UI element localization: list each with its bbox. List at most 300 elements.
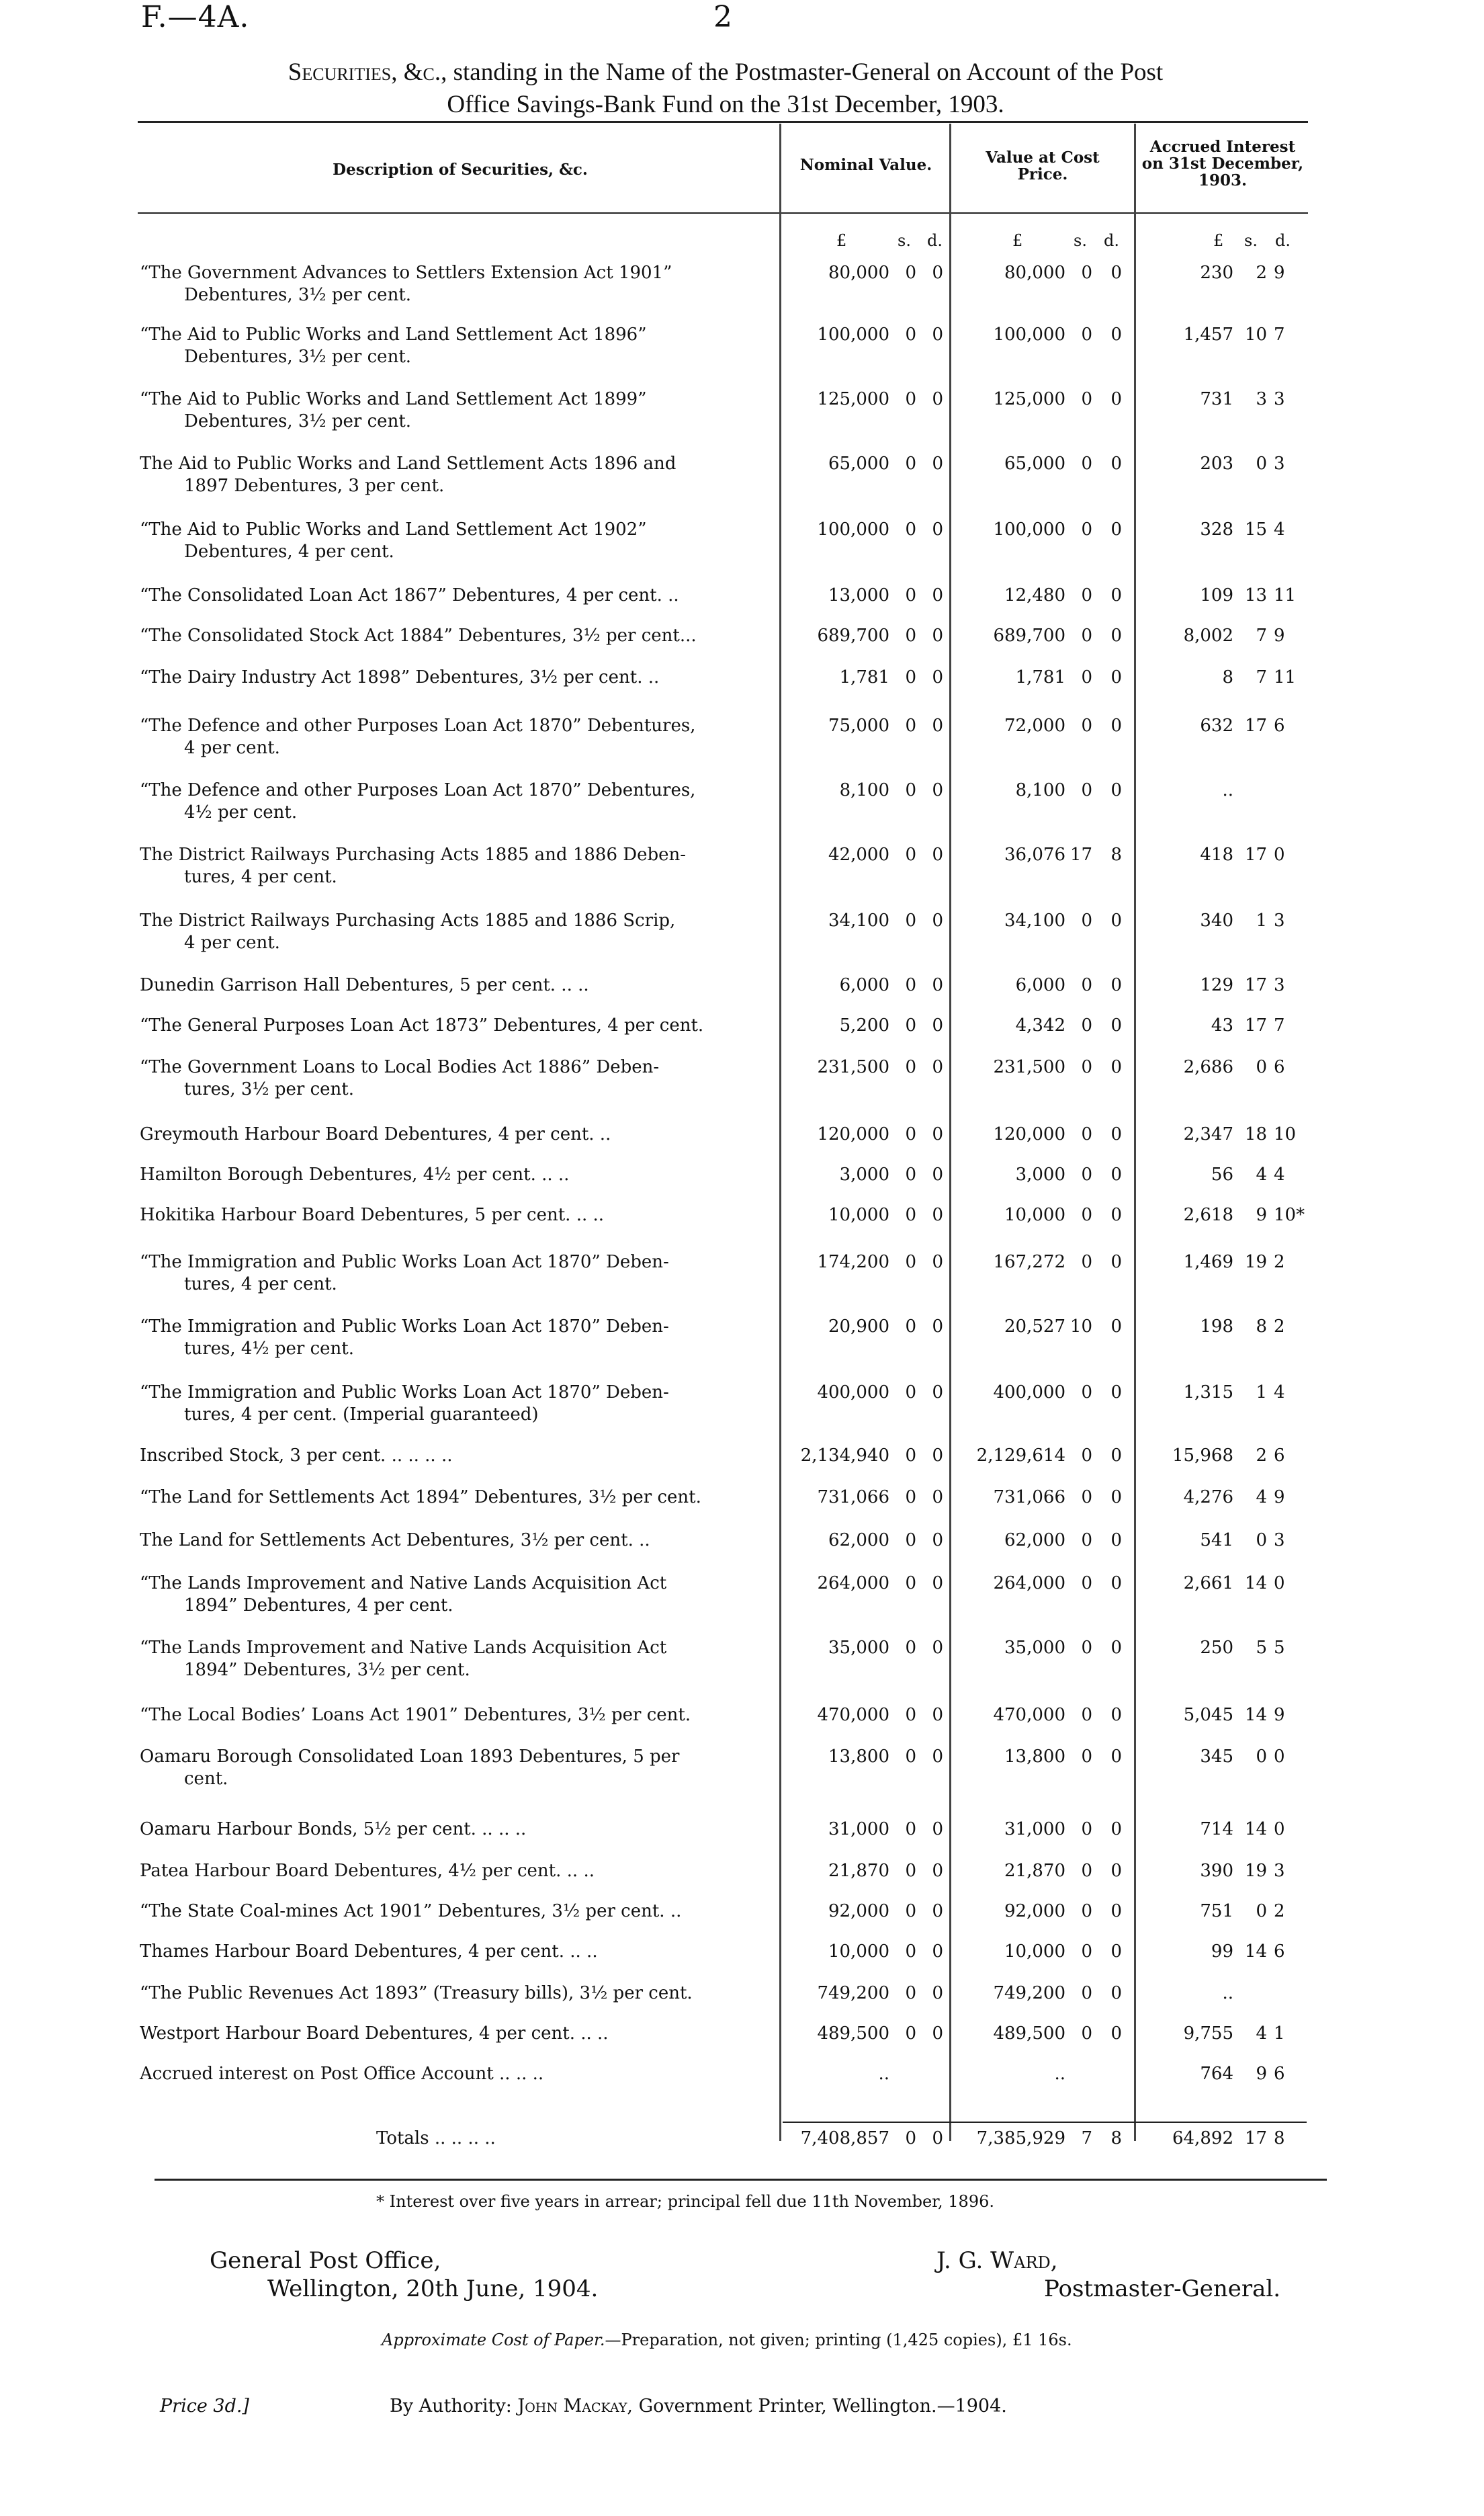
nominal-pounds-cell: 80,000 [828,263,889,283]
nominal-shillings-cell: 0 [905,1252,916,1272]
accrued-shillings-cell: 4 [1256,1487,1267,1507]
cost-pence-cell: 0 [1110,389,1122,409]
security-description [140,625,785,647]
cost-pounds-cell: 231,500 [993,1057,1065,1077]
accrued-shillings-cell: 19 [1244,1252,1267,1272]
accrued-shillings-cell: 8 [1256,1316,1267,1337]
nominal-pounds-cell: 7,408,857 [800,2128,889,2148]
description-line-1: Westport Harbour Board Debentures, 4 per cent. .. .. [140,2023,609,2044]
document-code: F.—4A. [141,0,250,34]
accrued-pounds-cell: 64,892 [1172,2128,1233,2148]
description-line-1: Accrued interest on Post Office Account .. .. .. [140,2064,544,2084]
accrued-shillings-cell: 14 [1244,1819,1267,1839]
cost-note [382,2331,1072,2349]
accrued-shillings-cell: 17 [1244,845,1267,865]
accrued-pounds-cell: 345 [1200,1747,1233,1767]
security-description [140,1529,785,1552]
cost-shillings-cell: 0 [1081,389,1092,409]
security-description [140,1573,785,1617]
cost-shillings-cell: 0 [1081,626,1092,646]
description-line-2: tures, 4½ per cent. [184,1339,355,1359]
nominal-pounds-cell: 13,000 [828,585,889,605]
nominal-pence-cell: 0 [932,389,943,409]
cost-shillings-cell: 0 [1081,1901,1092,1921]
cost-pence-cell: 0 [1110,1487,1122,1507]
header-accrued-line1: Accrued Interest [1149,138,1296,156]
footnote: * Interest over five years in arrear; principal fell due 11th November, 1896. [376,2192,994,2211]
accrued-shillings-cell: 18 [1244,1124,1267,1144]
nominal-pounds-cell: 470,000 [817,1705,889,1725]
nominal-shillings-cell: 0 [905,519,916,540]
nominal-pounds-cell: 1,781 [839,667,889,687]
cost-shillings-cell: 0 [1081,1705,1092,1725]
nominal-pounds-cell: 3,000 [839,1165,889,1185]
cost-pence-cell: 0 [1110,716,1122,736]
nominal-pence-cell: 0 [932,845,943,865]
security-description [140,780,785,824]
cost-pounds-cell: 20,527 [1004,1316,1065,1337]
accrued-pence-cell: 2 [1274,1316,1285,1337]
nominal-pence-cell: 0 [932,1316,943,1337]
nominal-pence-cell: 0 [932,1015,943,1036]
nominal-pence-cell: 0 [932,263,943,283]
cost-shillings-cell: 0 [1081,1124,1092,1144]
description-line-2: Debentures, 3½ per cent. [184,285,412,305]
header-description: Description of Securities, &c. [333,161,588,179]
nominal-pounds-cell: 21,870 [828,1861,889,1881]
accrued-pounds-cell: 5,045 [1183,1705,1233,1725]
accrued-pence-cell: 11 [1274,667,1297,687]
nominal-pounds-cell: 13,800 [828,1747,889,1767]
column-divider-3 [1134,124,1136,2141]
description-line-1: The Land for Settlements Act Debentures, 3½ per cent. .. [140,1530,650,1550]
nominal-pence-cell: 0 [932,780,943,800]
nominal-pounds-cell: 749,200 [817,1983,889,2003]
accrued-pence-cell: 3 [1274,911,1285,931]
accrued-shillings-cell: 17 [1244,975,1267,995]
accrued-pounds-cell: 230 [1200,263,1233,283]
cost-shillings-cell: 0 [1081,1861,1092,1881]
nominal-pence-cell: 0 [932,585,943,605]
security-description [140,1056,785,1101]
description-line-1: “The Government Loans to Local Bodies Act 1886” Deben- [140,1057,660,1077]
accrued-pounds-cell: 43 [1211,1015,1233,1036]
accrued-pence-cell: 4 [1274,519,1285,540]
accrued-pence-cell: 11 [1274,585,1297,605]
nominal-shillings-cell: 0 [905,585,916,605]
description-line-1: The Aid to Public Works and Land Settlement Acts 1896 and [140,454,676,474]
header-bottom-rule [138,212,1308,214]
title-line2: Office Savings-Bank Fund on the 31st December, 1903. [447,91,1004,118]
nominal-pence-cell: 0 [932,2128,943,2148]
cost-shillings-cell: 10 [1070,1316,1092,1337]
cost-pence-cell: 0 [1110,1901,1122,1921]
nominal-pence-cell: 0 [932,1124,943,1144]
security-description [140,1860,785,1882]
nominal-pounds-cell: 10,000 [828,1941,889,1962]
description-line-2: cent. [184,1769,228,1789]
description-line-1: “The Immigration and Public Works Loan Act 1870” Deben- [140,1316,669,1337]
cost-shillings-cell: 17 [1070,845,1092,865]
description-line-1: “The Consolidated Stock Act 1884” Debentures, 3½ per cent... [140,626,697,646]
nominal-pence-cell: 0 [932,2023,943,2044]
nominal-pence-cell: 0 [932,626,943,646]
cost-pounds-cell: 264,000 [993,1573,1065,1593]
signature-office: General Post Office, [210,2247,441,2274]
cost-shillings-cell: 0 [1081,667,1092,687]
accrued-shillings-cell: 17 [1244,2128,1267,2148]
description-line-1: The District Railways Purchasing Acts 1885 and 1886 Scrip, [140,911,676,931]
security-description [140,974,785,997]
description-line-1: “The Immigration and Public Works Loan Act 1870” Deben- [140,1252,669,1272]
units-cost-pounds: £ [1012,231,1023,250]
cost-pence-cell: 0 [1110,325,1122,345]
cost-shillings-cell: 0 [1081,325,1092,345]
security-description [140,453,785,497]
cost-pounds-cell: 120,000 [993,1124,1065,1144]
nominal-pounds-cell: 100,000 [817,325,889,345]
nominal-shillings-cell: 0 [905,389,916,409]
cost-pounds-cell: 65,000 [1004,454,1065,474]
accrued-pounds-cell: 99 [1211,1941,1233,1962]
description-line-1: Greymouth Harbour Board Debentures, 4 per cent. .. [140,1124,611,1144]
cost-pence-cell: 0 [1110,1638,1122,1658]
cost-pence-cell: 0 [1110,1983,1122,2003]
accrued-pounds-cell: .. [1222,1983,1233,2003]
security-description [140,1124,785,1146]
cost-shillings-cell: 0 [1081,519,1092,540]
cost-pounds-cell: 62,000 [1004,1530,1065,1550]
cost-pounds-cell: 12,480 [1004,585,1065,605]
accrued-shillings-cell: 2 [1256,1445,1267,1466]
security-description [140,262,785,306]
accrued-shillings-cell: 9 [1256,2064,1267,2084]
nominal-pounds-cell: 489,500 [817,2023,889,2044]
nominal-pence-cell: 0 [932,1445,943,1466]
accrued-pounds-cell: 4,276 [1183,1487,1233,1507]
description-line-1: Hokitika Harbour Board Debentures, 5 per cent. .. .. [140,1205,605,1225]
nominal-pounds-cell: 731,066 [817,1487,889,1507]
accrued-pounds-cell: 751 [1200,1901,1233,1921]
accrued-shillings-cell: 14 [1244,1573,1267,1593]
description-line-1: Thames Harbour Board Debentures, 4 per cent. .. .. [140,1941,598,1962]
cost-pounds-cell: 3,000 [1015,1165,1065,1185]
accrued-pounds-cell: 109 [1200,585,1233,605]
accrued-shillings-cell: 3 [1256,389,1267,409]
cost-shillings-cell: 0 [1081,1573,1092,1593]
security-description [140,667,785,689]
accrued-shillings-cell: 7 [1256,667,1267,687]
totals-label: Totals .. .. .. .. [376,2128,496,2148]
description-line-1: “The Land for Settlements Act 1894” Debentures, 3½ per cent. [140,1487,701,1507]
nominal-shillings-cell: 0 [905,1747,916,1767]
cost-note-text: —Preparation, not given; printing (1,425 copies), £1 16s. [605,2331,1072,2349]
cost-pence-cell: 0 [1110,1252,1122,1272]
accrued-pence-cell: 1 [1274,2023,1285,2044]
accrued-pence-cell: 2 [1274,1901,1285,1921]
nominal-pence-cell: 0 [932,1382,943,1402]
cost-pence-cell: 8 [1110,845,1122,865]
accrued-shillings-cell: 9 [1256,1205,1267,1225]
nominal-pounds-cell: 92,000 [828,1901,889,1921]
security-description [140,2063,785,2085]
description-line-1: Dunedin Garrison Hall Debentures, 5 per cent. .. .. [140,975,589,995]
nominal-pounds-cell: 5,200 [839,1015,889,1036]
nominal-pounds-cell: 34,100 [828,911,889,931]
cost-pence-cell: 0 [1110,911,1122,931]
nominal-pounds-cell: 120,000 [817,1124,889,1144]
cost-pounds-cell: 689,700 [993,626,1065,646]
nominal-pounds-cell: 231,500 [817,1057,889,1077]
cost-pounds-cell: 72,000 [1004,716,1065,736]
accrued-pence-cell: 2 [1274,1252,1285,1272]
accrued-shillings-cell: 0 [1256,1901,1267,1921]
nominal-pence-cell: 0 [932,1747,943,1767]
header-cost [951,149,1134,183]
cost-shillings-cell: 0 [1081,454,1092,474]
accrued-shillings-cell: 7 [1256,626,1267,646]
accrued-pence-cell: 7 [1274,1015,1285,1036]
cost-shillings-cell: 0 [1081,1252,1092,1272]
nominal-pence-cell: 0 [932,1252,943,1272]
cost-shillings-cell: 0 [1081,1015,1092,1036]
description-line-1: “The Dairy Industry Act 1898” Debentures, 3½ per cent. .. [140,667,660,687]
cost-pounds-cell: 80,000 [1004,263,1065,283]
accrued-shillings-cell: 10 [1244,325,1267,345]
accrued-shillings-cell: 19 [1244,1861,1267,1881]
nominal-shillings-cell: 0 [905,1941,916,1962]
cost-pounds-cell: 470,000 [993,1705,1065,1725]
accrued-shillings-cell: 0 [1256,1530,1267,1550]
security-description [140,1637,785,1681]
nominal-pounds-cell: 42,000 [828,845,889,865]
description-line-1: “The Aid to Public Works and Land Settlement Act 1899” [140,389,647,409]
accrued-pounds-cell: .. [1222,780,1233,800]
cost-shillings-cell: 0 [1081,1747,1092,1767]
description-line-1: “The Local Bodies’ Loans Act 1901” Debentures, 3½ per cent. [140,1705,691,1725]
accrued-pence-cell: 0 [1274,845,1285,865]
description-line-1: “The General Purposes Loan Act 1873” Debentures, 4 per cent. [140,1015,704,1036]
cost-shillings-cell: 0 [1081,2023,1092,2044]
cost-shillings-cell: 0 [1081,911,1092,931]
description-line-1: Oamaru Borough Consolidated Loan 1893 Debentures, 5 per [140,1747,680,1767]
accrued-pence-cell: 7 [1274,325,1285,345]
nominal-pence-cell: 0 [932,1861,943,1881]
accrued-pounds-cell: 340 [1200,911,1233,931]
cost-note-label: Approximate Cost of Paper. [382,2331,605,2349]
authority-rest: Government Printer, Wellington.—1904. [638,2396,1007,2417]
cost-pounds-cell: 36,076 [1004,845,1065,865]
nominal-shillings-cell: 0 [905,667,916,687]
cost-shillings-cell: 0 [1081,1941,1092,1962]
security-description [140,1746,785,1790]
nominal-shillings-cell: 0 [905,1165,916,1185]
description-line-1: “The Defence and other Purposes Loan Act 1870” Debentures, [140,780,696,800]
security-description [140,715,785,759]
cost-pounds-cell: 167,272 [993,1252,1065,1272]
cost-shillings-cell: 0 [1081,585,1092,605]
description-line-2: 1894” Debentures, 3½ per cent. [184,1660,470,1680]
security-description [140,1204,785,1226]
accrued-pounds-cell: 15,968 [1172,1445,1233,1466]
security-description [140,1941,785,1963]
nominal-pence-cell: 0 [932,1165,943,1185]
nominal-pence-cell: 0 [932,1819,943,1839]
cost-shillings-cell: 0 [1081,1445,1092,1466]
description-line-2: tures, 4 per cent. [184,1274,337,1294]
accrued-shillings-cell: 0 [1256,1057,1267,1077]
units-accrued-pounds: £ [1213,231,1224,250]
accrued-pounds-cell: 632 [1200,716,1233,736]
nominal-shillings-cell: 0 [905,716,916,736]
cost-pence-cell: 0 [1110,1747,1122,1767]
totals-top-rule [783,2122,1307,2123]
cost-pounds-cell: 10,000 [1004,1205,1065,1225]
signature-name: J. G. Ward, [936,2247,1058,2274]
header-accrued-line3: 1903. [1198,171,1248,190]
cost-pounds-cell: 749,200 [993,1983,1065,2003]
description-line-2: tures, 3½ per cent. [184,1079,355,1099]
cost-pence-cell: 0 [1110,1861,1122,1881]
nominal-pounds-cell: 125,000 [817,389,889,409]
accrued-pounds-cell: 1,469 [1183,1252,1233,1272]
cost-pounds-cell: 400,000 [993,1382,1065,1402]
cost-pounds-cell: 8,100 [1015,780,1065,800]
nominal-pounds-cell: 8,100 [839,780,889,800]
nominal-pence-cell: 0 [932,975,943,995]
description-line-1: The District Railways Purchasing Acts 1885 and 1886 Deben- [140,845,687,865]
security-description [140,1704,785,1726]
accrued-pence-cell: 9 [1274,1487,1285,1507]
accrued-pounds-cell: 328 [1200,519,1233,540]
cost-pence-cell: 0 [1110,1705,1122,1725]
cost-pounds-cell: .. [1054,2064,1065,2084]
accrued-shillings-cell: 13 [1244,585,1267,605]
accrued-pounds-cell: 418 [1200,845,1233,865]
nominal-shillings-cell: 0 [905,845,916,865]
cost-pence-cell: 0 [1110,780,1122,800]
nominal-pence-cell: 0 [932,1941,943,1962]
description-line-2: 4 per cent. [184,933,280,953]
cost-pence-cell: 0 [1110,1165,1122,1185]
accrued-pounds-cell: 714 [1200,1819,1233,1839]
accrued-pence-cell: 9 [1274,263,1285,283]
accrued-pence-cell: 3 [1274,975,1285,995]
cost-pounds-cell: 489,500 [993,2023,1065,2044]
security-description [140,1982,785,2005]
cost-pence-cell: 0 [1110,1015,1122,1036]
accrued-shillings-cell: 14 [1244,1705,1267,1725]
accrued-pence-cell: 0 [1274,1573,1285,1593]
nominal-pence-cell: 0 [932,667,943,687]
security-description [140,388,785,433]
nominal-pounds-cell: 10,000 [828,1205,889,1225]
accrued-shillings-cell: 4 [1256,1165,1267,1185]
authority-lead: By Authority: [390,2396,512,2417]
cost-pounds-cell: 7,385,929 [976,2128,1065,2148]
description-line-1: “The Public Revenues Act 1893” (Treasury bills), 3½ per cent. [140,1983,693,2003]
cost-shillings-cell: 0 [1081,1983,1092,2003]
accrued-pounds-cell: 250 [1200,1638,1233,1658]
cost-pence-cell: 0 [1110,1530,1122,1550]
accrued-pence-cell: 3 [1274,389,1285,409]
signature-place-date: Wellington, 20th June, 1904. [267,2275,599,2302]
description-line-2: 4½ per cent. [184,802,298,823]
security-description [140,1900,785,1923]
cost-pounds-cell: 100,000 [993,519,1065,540]
security-description [140,1382,785,1426]
accrued-pounds-cell: 541 [1200,1530,1233,1550]
cost-pounds-cell: 31,000 [1004,1819,1065,1839]
cost-pence-cell: 0 [1110,263,1122,283]
accrued-shillings-cell: 0 [1256,1747,1267,1767]
security-description [140,910,785,954]
accrued-shillings-cell: 17 [1244,1015,1267,1036]
description-line-2: 4 per cent. [184,738,280,758]
cost-pounds-cell: 1,781 [1015,667,1065,687]
nominal-pence-cell: 0 [932,325,943,345]
accrued-pence-cell: 3 [1274,454,1285,474]
table-bottom-rule [155,2179,1327,2181]
nominal-pounds-cell: 35,000 [828,1638,889,1658]
cost-shillings-cell: 0 [1081,1205,1092,1225]
accrued-pounds-cell: 390 [1200,1861,1233,1881]
nominal-pence-cell: 0 [932,1530,943,1550]
nominal-shillings-cell: 0 [905,1124,916,1144]
description-line-1: Oamaru Harbour Bonds, 5½ per cent. .. .. .. [140,1819,527,1839]
header-cost-line1: Value at Cost [986,149,1100,167]
accrued-shillings-cell: 0 [1256,454,1267,474]
accrued-pounds-cell: 1,315 [1183,1382,1233,1402]
cost-pence-cell: 0 [1110,1382,1122,1402]
cost-shillings-cell: 0 [1081,1057,1092,1077]
security-description [140,324,785,368]
description-line-2: 1894” Debentures, 4 per cent. [184,1595,453,1616]
nominal-shillings-cell: 0 [905,1861,916,1881]
nominal-pence-cell: 0 [932,1638,943,1658]
nominal-shillings-cell: 0 [905,1205,916,1225]
accrued-pounds-cell: 129 [1200,975,1233,995]
accrued-shillings-cell: 2 [1256,263,1267,283]
accrued-pence-cell: 0 [1274,1819,1285,1839]
nominal-pence-cell: 0 [932,1057,943,1077]
accrued-pence-cell: 4 [1274,1165,1285,1185]
description-line-1: “The Lands Improvement and Native Lands Acquisition Act [140,1638,667,1658]
accrued-shillings-cell: 1 [1256,911,1267,931]
signature-position: Postmaster-General. [1044,2275,1281,2302]
nominal-pounds-cell: 65,000 [828,454,889,474]
printer-name: John Mackay, [517,2396,633,2417]
header-accrued [1135,138,1310,189]
nominal-shillings-cell: 0 [905,2128,916,2148]
cost-pence-cell: 0 [1110,519,1122,540]
cost-pence-cell: 0 [1110,1316,1122,1337]
accrued-pence-cell: 6 [1274,2064,1285,2084]
accrued-pence-cell: 6 [1274,1941,1285,1962]
accrued-shillings-cell: 5 [1256,1638,1267,1658]
description-line-1: Patea Harbour Board Debentures, 4½ per cent. .. .. [140,1861,595,1881]
accrued-shillings-cell: 1 [1256,1382,1267,1402]
nominal-pounds-cell: 689,700 [817,626,889,646]
accrued-pence-cell: 6 [1274,1445,1285,1466]
nominal-pounds-cell: 20,900 [828,1316,889,1337]
cost-pounds-cell: 10,000 [1004,1941,1065,1962]
security-description [140,1486,785,1509]
nominal-pounds-cell: 174,200 [817,1252,889,1272]
cost-pence-cell: 0 [1110,1205,1122,1225]
description-line-1: “The Aid to Public Works and Land Settlement Act 1902” [140,519,647,540]
security-description [140,2023,785,2045]
